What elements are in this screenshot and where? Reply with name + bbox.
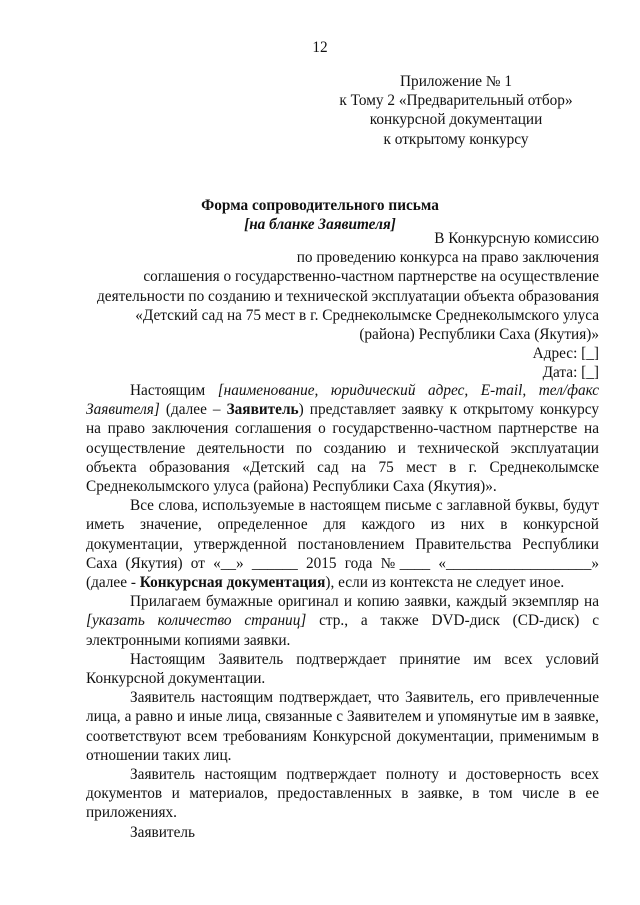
appendix-line: к открытому конкурсу: [383, 130, 529, 148]
addressee-block: [70, 229, 599, 383]
form-title-main: Форма сопроводительного письма: [201, 197, 439, 214]
paragraph-5: Заявитель настоящим подтверждает, что Заявитель, его привлеченные лица, а равно и иные лица, связанные с Заявителем и упомянутые им в заявке, соответствуют всем требованиям Конкурсной документации, применимым в отношении таких лиц.: [86, 689, 599, 764]
address-field: Адрес: [_]: [532, 345, 599, 363]
term-applicant: Заявитель: [226, 401, 299, 419]
paragraph-4: Настоящим Заявитель подтверждает принятие им всех условий Конкурсной документации.: [86, 650, 599, 688]
addressee-line: В Конкурсную комиссию: [434, 230, 599, 247]
addressee-line: деятельности по созданию и технической эксплуатации объекта образования: [97, 287, 599, 305]
appendix-line: к Тому 2 «Предварительный отбор»: [339, 92, 573, 110]
page-number: 12: [312, 39, 328, 56]
term-competition-documentation: Конкурсная документация: [139, 574, 326, 592]
date-field: Дата: [_]: [542, 364, 599, 382]
page-count-placeholder: [указать количество страниц]: [86, 612, 307, 630]
appendix-line: конкурсной документации: [369, 111, 543, 129]
applicant-details-placeholder: [наименование, юридический адрес, E-mail, тел/факс Заявителя]: [86, 382, 599, 419]
paragraph-3: Прилагаем бумажные оригинал и копию заявки, каждый экземпляр на [указать количество страниц] стр., а также DVD-диск (CD-диск) с электронными копиями заявки.: [86, 593, 599, 649]
appendix-line: Приложение № 1: [400, 73, 512, 90]
addressee-line: по проведению конкурса на право заключения: [296, 249, 599, 267]
paragraph-2: Все слова, используемые в настоящем письме с заглавной буквы, будут иметь значение, определенное для каждого из них в конкурсной документации, утвержденной постановлением Правительства Республики Саха (Якутия) от «__» ______ 2015 года №____ «___________________» (далее - Конкурсная документация), если из контекста не следует иное.: [86, 497, 599, 592]
form-title-note: [на бланке Заявителя]: [244, 216, 396, 234]
addressee-line: «Детский сад на 75 мест в г. Среднеколымске Среднеколымского улуса: [135, 306, 599, 324]
addressee-line: соглашения о государственно-частном партнерстве на осуществление: [143, 268, 599, 286]
letter-body: [86, 381, 599, 842]
addressee-line: (района) Республики Саха (Якутия)»: [359, 326, 599, 344]
appendix-header: [330, 72, 582, 149]
paragraph-7: Заявитель: [130, 823, 195, 841]
paragraph-6: Заявитель настоящим подтверждает полноту и достоверность всех документов и материалов, предоставленных в заявке, в том числе в ее приложениях.: [86, 766, 599, 822]
paragraph-1: Настоящим [наименование, юридический адрес, E-mail, тел/факс Заявителя] (далее – Заявитель) представляет заявку к открытому конкурсу на право заключения соглашения о государственно-частном партнерстве на осуществление деятельности по созданию и технической эксплуатации объекта образования «Детский сад на 75 мест в г. Среднеколымске Среднеколымского улуса (района) Республики Саха (Якутия)».: [86, 382, 599, 496]
